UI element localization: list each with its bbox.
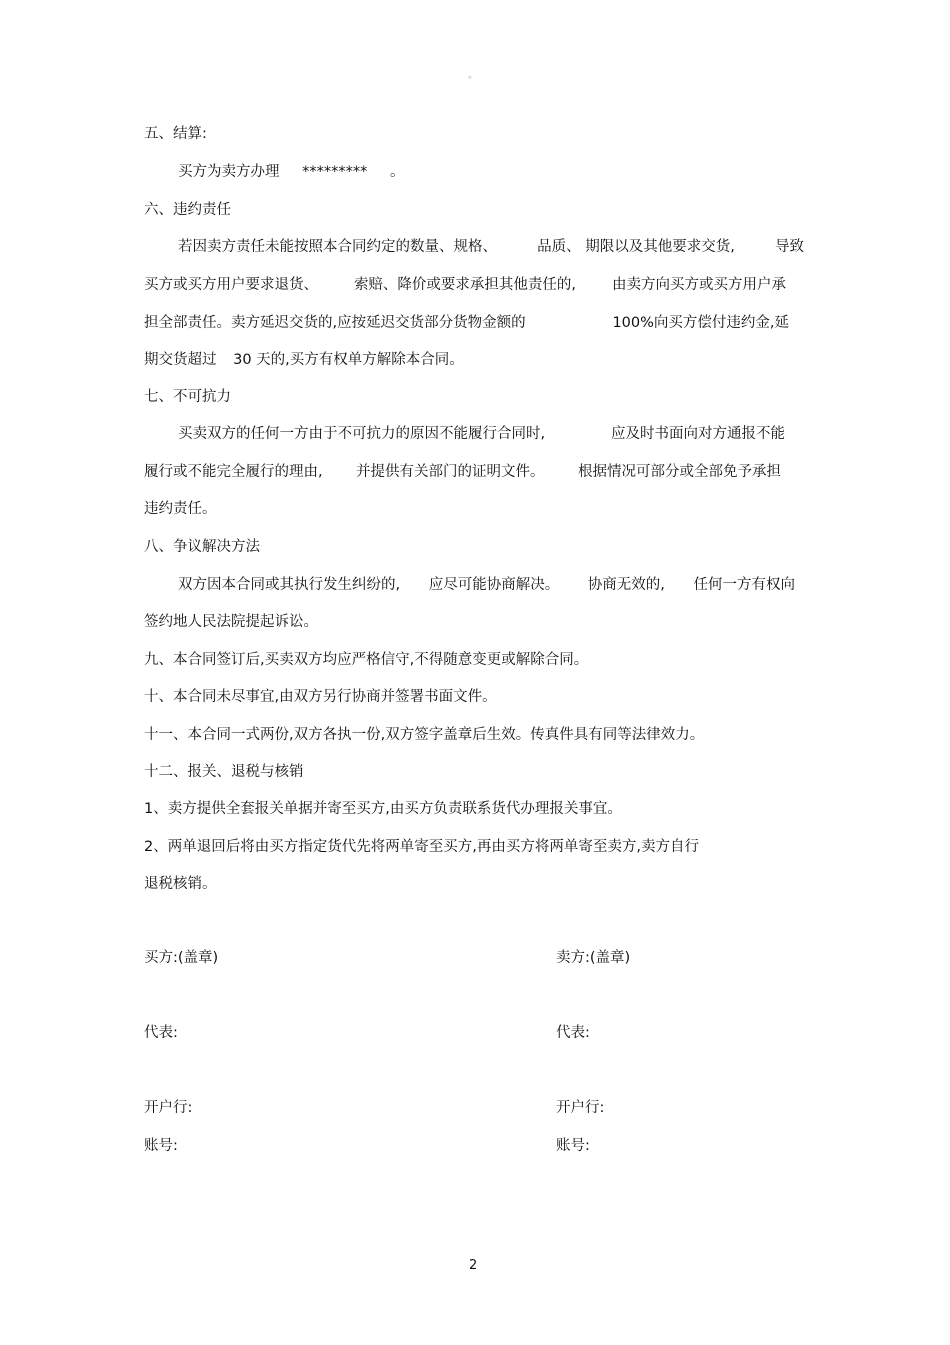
section-5-heading: 五、结算: [144,126,207,142]
section-12-item-2-cont: 退税核销。 [144,876,217,892]
seller-bank-label: 开户行: [556,1100,605,1116]
section-11: 十一、本合同一式两份,双方各执一份,双方签字盖章后生效。传真件具有同等法律效力。 [144,727,705,743]
section-6-line-2 [144,275,786,295]
text-segment: 并提供有关部门的证明文件。 [356,464,545,480]
section-8-line-2: 签约地人民法院提起诉讼。 [144,614,318,630]
text-segment: 由卖方向买方或买方用户承 [611,277,786,293]
buyer-party-label: 买方:(盖章) [144,950,219,966]
buyer-account-label: 账号: [144,1138,178,1154]
text-segment: 根据情况可部分或全部免予承担 [577,464,781,480]
section-6-heading: 六、违约责任 [144,202,231,218]
buyer-rep-label: 代表: [144,1025,178,1041]
text-segment: 双方因本合同或其执行发生纠纷的, [178,577,401,593]
text-segment: 履行或不能完全履行的理由, [144,464,323,480]
section-7-line-1 [178,424,785,444]
section-6-line-3 [144,313,789,333]
text-segment: 任何一方有权向 [693,577,795,593]
section-10: 十、本合同未尽事宜,由双方另行协商并签署书面文件。 [144,689,497,705]
text-segment: 应及时书面向对方通报不能 [611,426,785,442]
buyer-bank-label: 开户行: [144,1100,193,1116]
text-segment: 品质、 期限以及其他要求交货, [537,239,735,255]
section-8-line-1 [178,575,795,595]
section-5-text: 买方为卖方办理 [178,164,280,180]
text-segment: 索赔、降价或要求承担其他责任的, [353,277,577,293]
section-7-line-2 [144,462,781,482]
section-6-line-4 [144,350,464,370]
seller-account-label: 账号: [556,1138,590,1154]
text-segment: 100%向买方偿付违约金,延 [612,315,789,331]
seller-party-label: 卖方:(盖章) [556,950,631,966]
text-segment: 30 天的,买方有权单方解除本合同。 [233,352,464,368]
section-12-item-1: 1、卖方提供全套报关单据并寄至买方,由买方负责联系货代办理报关事宜。 [144,801,622,817]
section-5-end: 。 [389,164,405,180]
section-8-heading: 八、争议解决方法 [144,539,260,555]
section-7-line-3: 违约责任。 [144,501,217,517]
text-segment: 期交货超过 [144,352,217,368]
section-5-body [178,162,404,182]
section-12-heading: 十二、报关、退税与核销 [144,764,304,780]
text-segment: 买方或买方用户要求退货、 [144,277,318,293]
section-6-line-1 [178,237,804,257]
section-9: 九、本合同签订后,买卖双方均应严格信守,不得随意变更或解除合同。 [144,652,589,668]
section-12-item-2: 2、两单退回后将由买方指定货代先将两单寄至买方,再由买方将两单寄至卖方,卖方自行 [144,839,699,855]
text-segment: 应尽可能协商解决。 [428,577,560,593]
text-segment: 协商无效的, [587,577,665,593]
text-segment: 买卖双方的任何一方由于不可抗力的原因不能履行合同时, [178,426,546,442]
seller-rep-label: 代表: [556,1025,590,1041]
text-segment: 担全部责任。卖方延迟交货的,应按延迟交货部分货物金额的 [144,315,526,331]
page-number: 2 [469,1258,478,1273]
text-segment: 若因卖方责任未能按照本合同约定的数量、规格、 [178,239,497,255]
section-5-masked: ********* [302,164,368,180]
section-7-heading: 七、不可抗力 [144,389,231,405]
text-segment: 导致 [775,239,804,255]
header-dot: 。 [468,70,478,81]
